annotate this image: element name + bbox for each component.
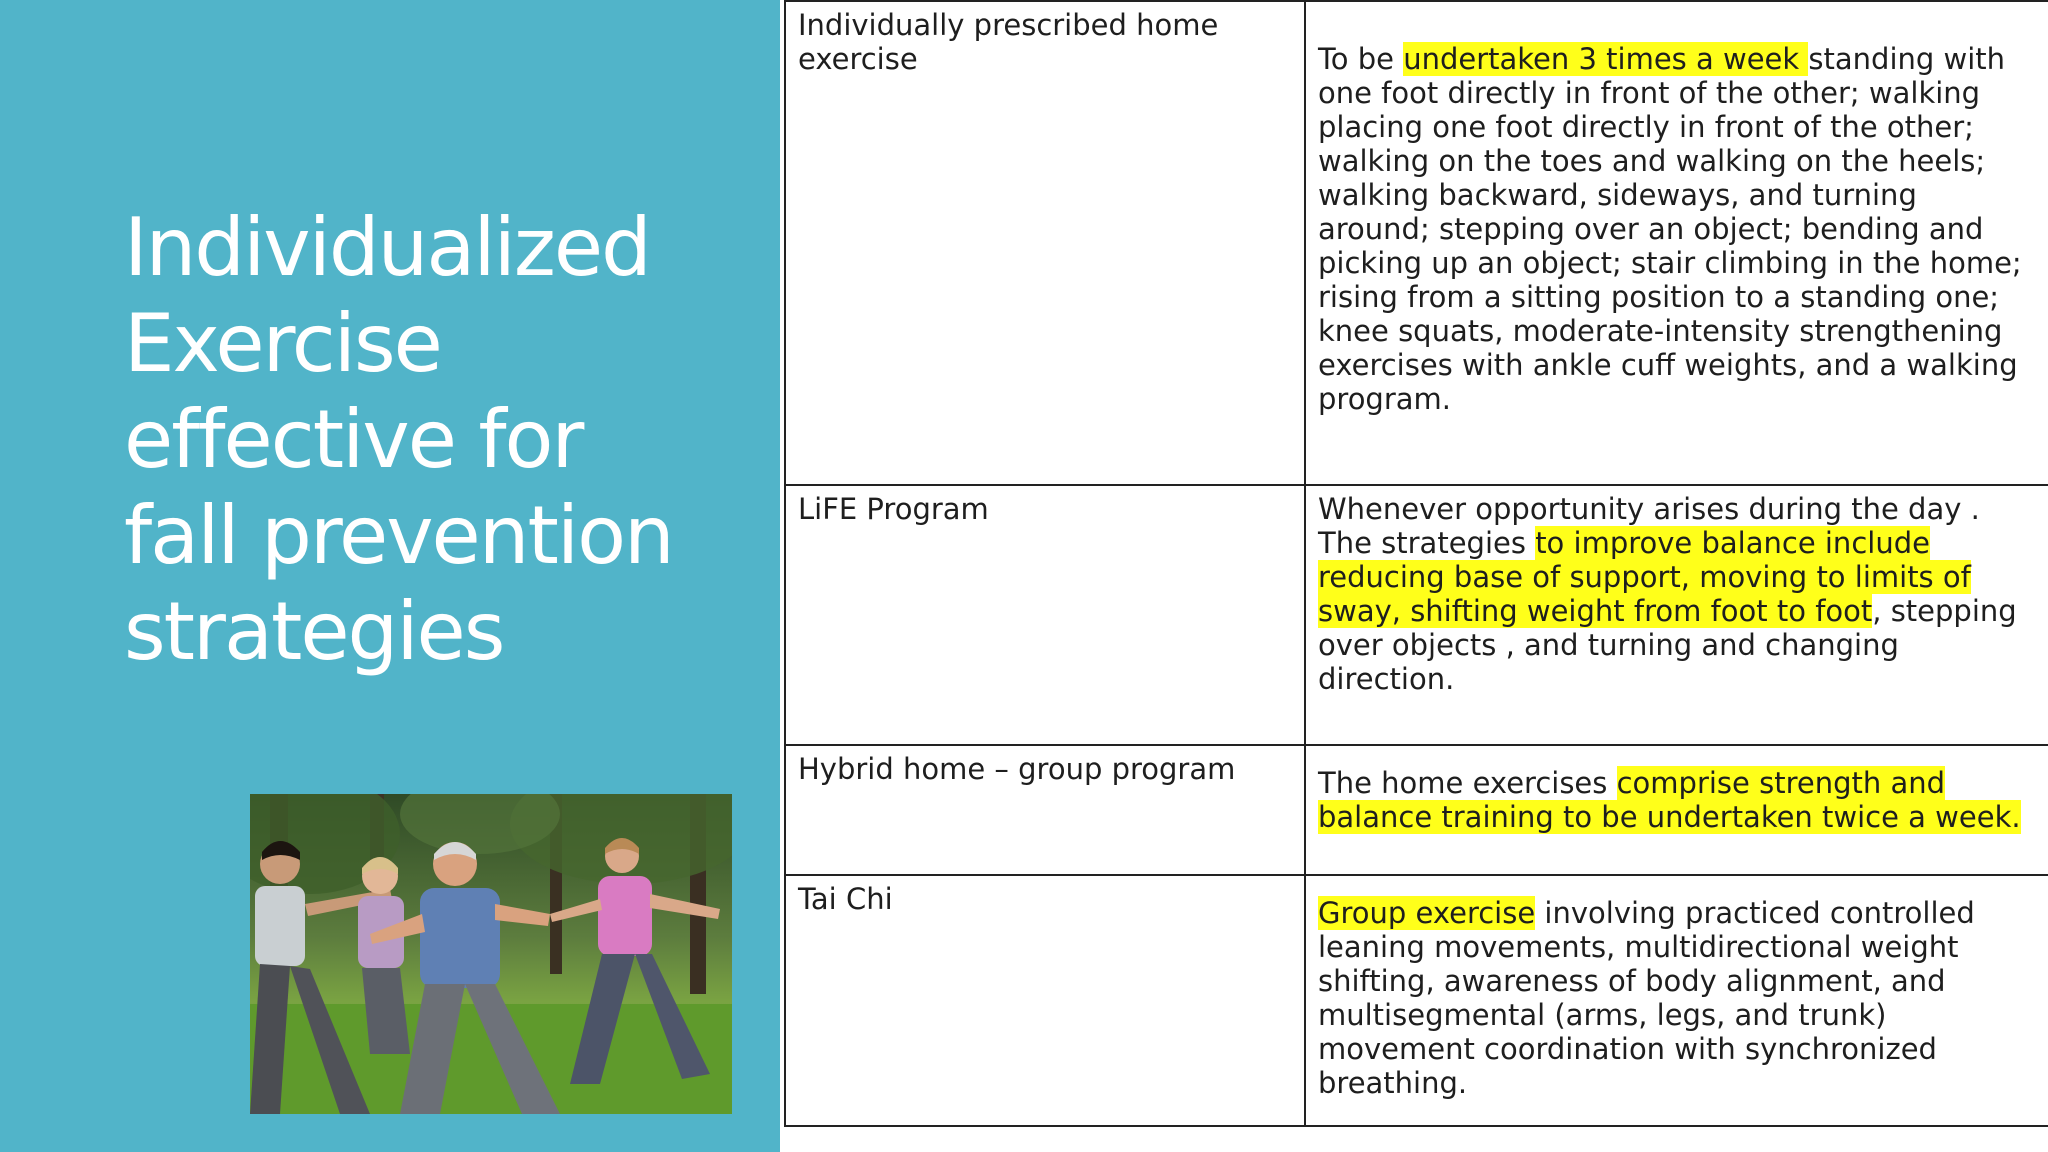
strategy-name: LiFE Program bbox=[798, 492, 989, 526]
description-text: standing with one foot directly in front of the other; walking placing one foot directly in front of the other; walking on the toes and walking on the heels; walking backward, sideways, and turning around; stepping over an object; bending and picking up an object; stair climbing in the home; rising from a sitting position to a standing one; knee squats, moderate-intensity strengthening exercises with ankle cuff weights, and a walking program. bbox=[1318, 42, 2022, 416]
strategies-table-container bbox=[784, 0, 2048, 1125]
title-line: effective for bbox=[124, 393, 583, 486]
strategy-description-cell bbox=[1305, 485, 2048, 745]
cell-spacer bbox=[1318, 882, 2036, 896]
description-text: To be bbox=[1318, 42, 1404, 76]
table-row bbox=[785, 1, 2048, 485]
description-text: The strategies bbox=[1318, 526, 1536, 560]
strategy-description-cell bbox=[1305, 875, 2048, 1126]
title-line: strategies bbox=[124, 585, 504, 678]
strategies-table bbox=[784, 0, 2048, 1127]
slide-title bbox=[124, 200, 764, 680]
cell-spacer bbox=[1318, 752, 2036, 766]
strategy-name: Individually prescribed home exercise bbox=[798, 8, 1219, 76]
highlighted-text: to improve balance include reducing base of support, moving to limits of sway, shifting weight from foot to foot bbox=[1318, 526, 1971, 628]
cell-spacer bbox=[1318, 8, 2036, 42]
description-text: Whenever opportunity arises during the day . bbox=[1318, 492, 1980, 526]
tai-chi-group-photo bbox=[250, 794, 732, 1114]
strategy-name-cell bbox=[785, 875, 1305, 1126]
table-row bbox=[785, 875, 2048, 1126]
strategy-description-cell bbox=[1305, 1, 2048, 485]
highlighted-text: undertaken 3 times a week bbox=[1403, 42, 1809, 76]
table-row bbox=[785, 745, 2048, 875]
strategy-name: Tai Chi bbox=[798, 882, 893, 916]
bottom-margin bbox=[780, 1128, 2048, 1152]
strategy-name-cell bbox=[785, 485, 1305, 745]
description-text: , stepping over objects , and turning and changing direction. bbox=[1318, 594, 2017, 696]
strategy-name-cell bbox=[785, 745, 1305, 875]
table-row bbox=[785, 485, 2048, 745]
title-line: Individualized bbox=[124, 201, 650, 294]
title-panel bbox=[0, 0, 780, 1152]
highlighted-text: Group exercise bbox=[1318, 896, 1536, 930]
highlighted-text: comprise strength and balance training to be undertaken twice a week. bbox=[1318, 766, 2021, 834]
title-line: Exercise bbox=[124, 297, 441, 390]
description-text: The home exercises bbox=[1318, 766, 1617, 800]
strategy-name-cell bbox=[785, 1, 1305, 485]
strategy-description-cell bbox=[1305, 745, 2048, 875]
photo-illustration bbox=[250, 794, 732, 1114]
title-line: fall prevention bbox=[124, 489, 673, 582]
description-text: involving practiced controlled leaning movements, multidirectional weight shifting, awareness of body alignment, and multisegmental (arms, legs, and trunk) movement coordination with synchronized breathing. bbox=[1318, 896, 1975, 1100]
strategy-name: Hybrid home – group program bbox=[798, 752, 1236, 786]
